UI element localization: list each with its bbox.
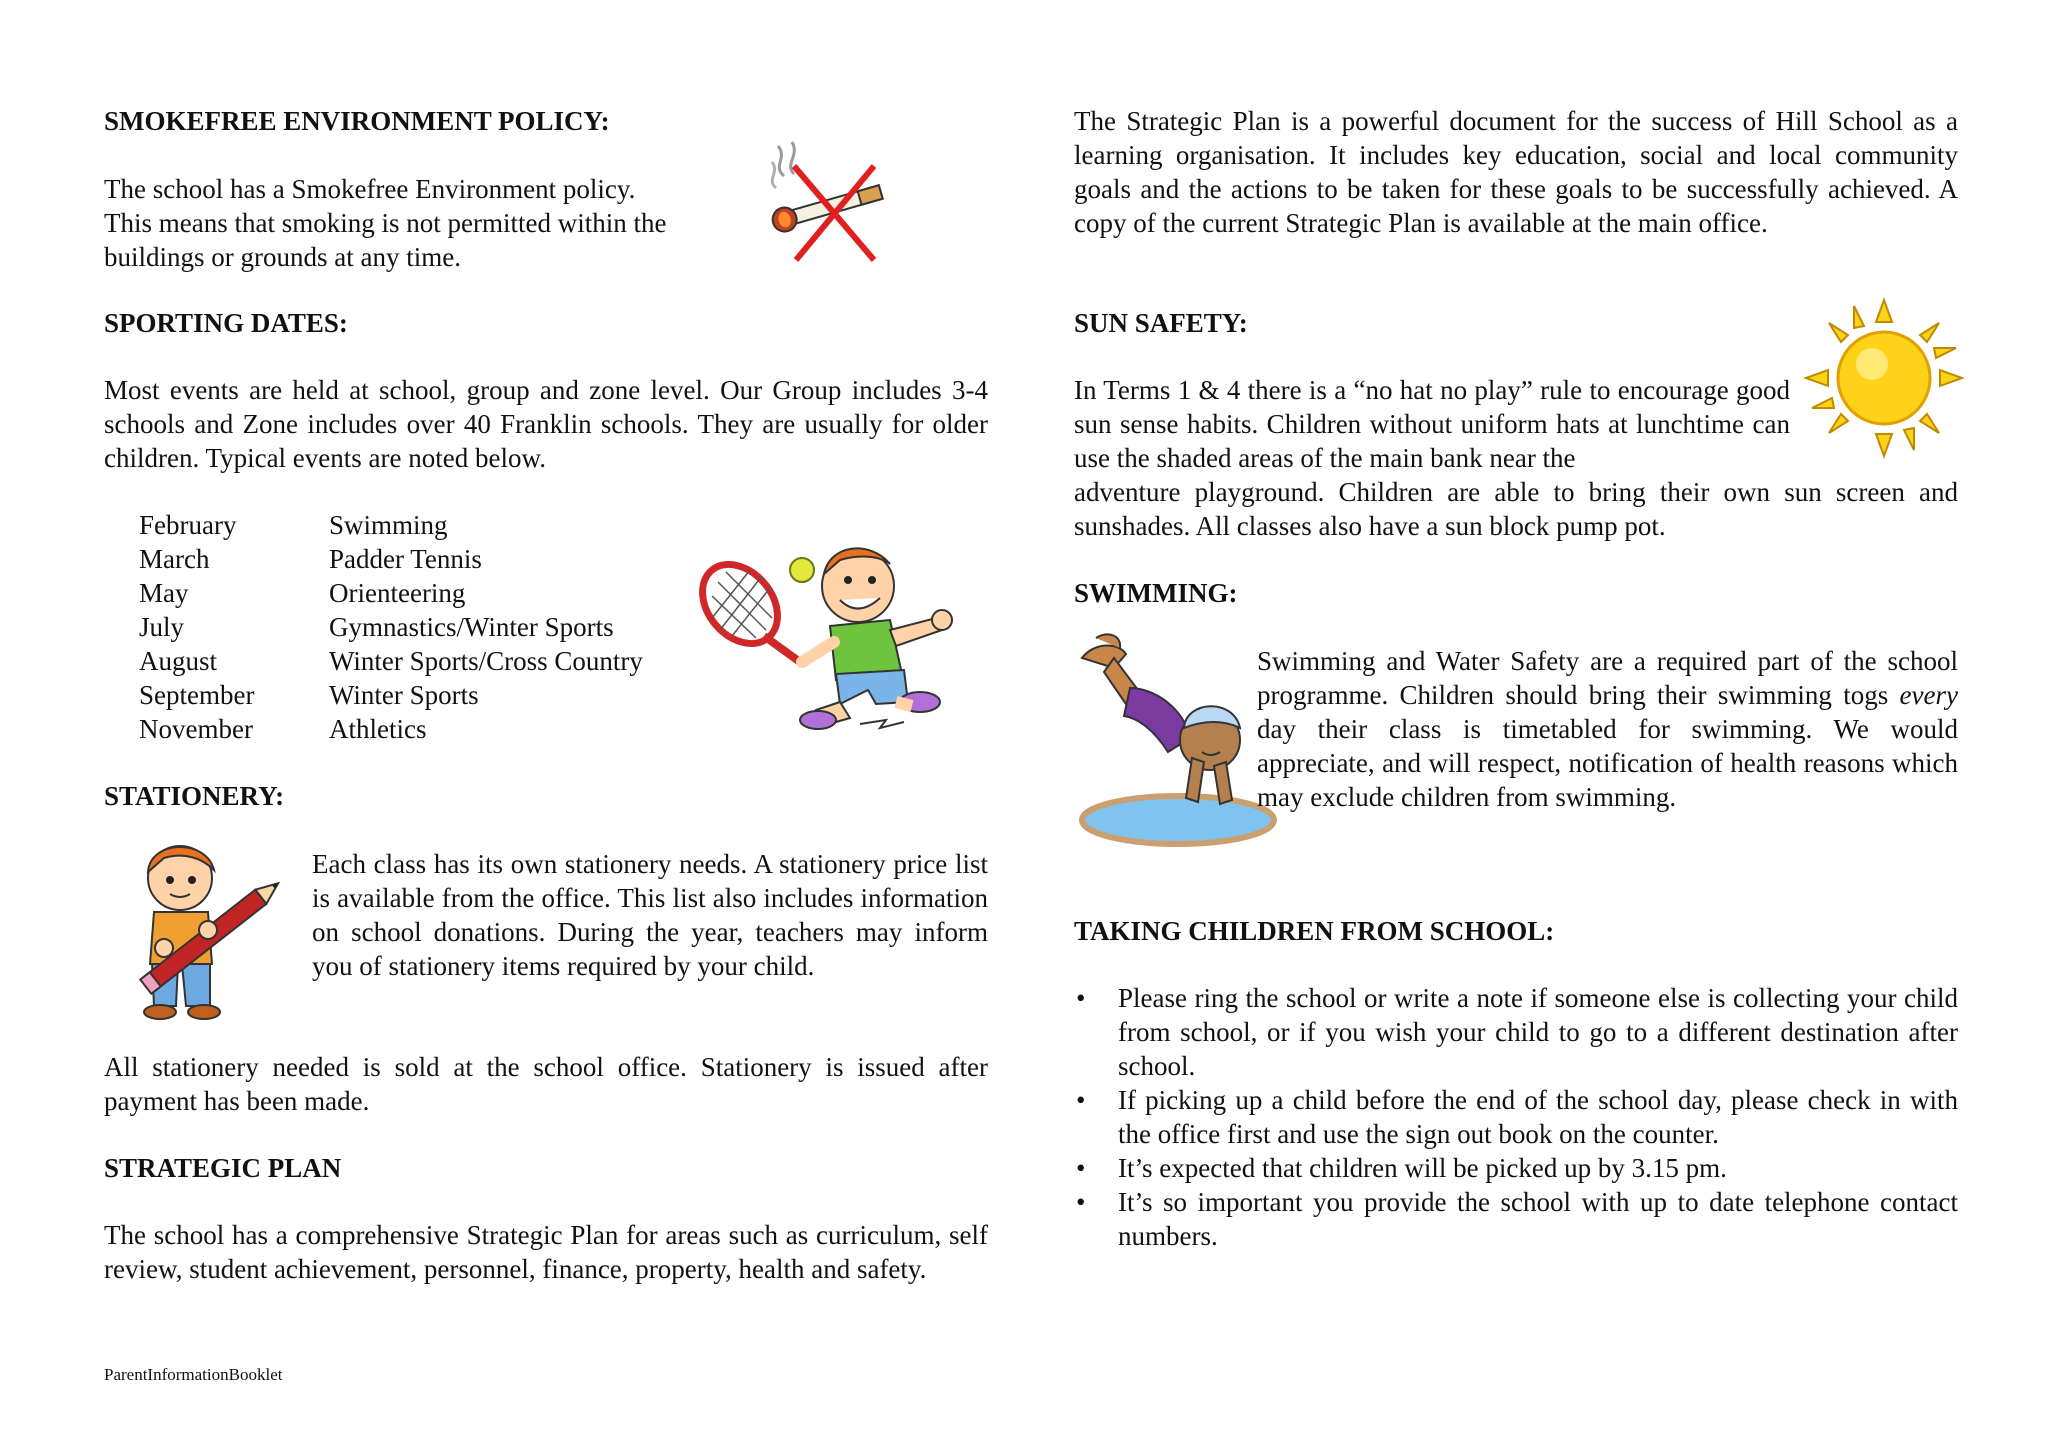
list-item bbox=[1074, 1083, 1958, 1151]
smokefree-line-1: The school has a Smokefree Environment policy. bbox=[104, 174, 636, 204]
event-row bbox=[139, 508, 689, 542]
swimming-text bbox=[1257, 644, 1958, 814]
sun-icon bbox=[1804, 298, 1964, 458]
sporting-heading: SPORTING DATES: bbox=[104, 308, 348, 338]
event-month: May bbox=[139, 578, 189, 608]
smokefree-line-3: buildings or grounds at any time. bbox=[104, 242, 461, 272]
event-sport: Winter Sports/Cross Country bbox=[329, 646, 643, 676]
event-row bbox=[139, 576, 689, 610]
event-sport: Athletics bbox=[329, 714, 427, 744]
event-month: July bbox=[139, 612, 185, 642]
swimming-heading: SWIMMING: bbox=[1074, 578, 1238, 608]
sun-safety-text-wide: adventure playground. Children are able to bring their own sun screen and sunshades. All classes also have a sun block pump pot. bbox=[1074, 477, 1958, 541]
swimming-text-emphasis: every bbox=[1899, 680, 1958, 710]
pencil-boy-illustration bbox=[124, 836, 294, 1020]
event-sport: Gymnastics/Winter Sports bbox=[329, 612, 614, 642]
event-month: September bbox=[139, 680, 255, 710]
sun-safety-heading: SUN SAFETY: bbox=[1074, 308, 1248, 338]
event-row bbox=[139, 542, 689, 576]
sun-safety-text-narrow: In Terms 1 & 4 there is a “no hat no play” rule to encourage good sun sense habits. Children without uniform hats at lunchtime can use the shaded areas of the main bank near the bbox=[1074, 375, 1790, 473]
stationery-text-2: All stationery needed is sold at the school office. Stationery is issued after payment has been made. bbox=[104, 1052, 988, 1116]
bullet-icon: • bbox=[1076, 1187, 1086, 1217]
event-sport: Orienteering bbox=[329, 578, 466, 608]
event-sport: Padder Tennis bbox=[329, 544, 482, 574]
list-item bbox=[1074, 1185, 1958, 1253]
swimmer-illustration bbox=[1074, 628, 1274, 850]
strategic-plan-text: The school has a comprehensive Strategic Plan for areas such as curriculum, self review, student achievement, personnel, finance, property, health and safety. bbox=[104, 1220, 988, 1284]
left-column bbox=[104, 0, 988, 1448]
sporting-events-list bbox=[139, 508, 689, 746]
stationery-heading: STATIONERY: bbox=[104, 781, 285, 811]
event-sport: Winter Sports bbox=[329, 680, 479, 710]
strategic-plan-continued: The Strategic Plan is a powerful document for the success of Hill School as a learning organisation. It includes key education, social and local community goals and the actions to be taken for these goals to be successfully achieved. A copy of the current Strategic Plan is available at the main office. bbox=[1074, 106, 1958, 238]
sporting-intro: Most events are held at school, group and zone level. Our Group includes 3-4 schools and Zone includes over 40 Franklin schools. They are usually for older children. Typical events are noted below. bbox=[104, 375, 988, 473]
no-smoking-icon bbox=[754, 136, 904, 266]
list-item-text: If picking up a child before the end of the school day, please check in with the office first and use the sign out book on the counter. bbox=[1118, 1085, 1958, 1149]
taking-children-heading: TAKING CHILDREN FROM SCHOOL: bbox=[1074, 916, 1555, 946]
smokefree-heading: SMOKEFREE ENVIRONMENT POLICY: bbox=[104, 106, 610, 136]
event-row bbox=[139, 712, 689, 746]
smokefree-text bbox=[104, 172, 744, 274]
event-row bbox=[139, 610, 689, 644]
bullet-icon: • bbox=[1076, 983, 1086, 1013]
strategic-plan-heading: STRATEGIC PLAN bbox=[104, 1153, 342, 1183]
list-item-text: Please ring the school or write a note if someone else is collecting your child from school, or if you wish your child to go to a different destination after school. bbox=[1118, 983, 1958, 1081]
list-item-text: It’s so important you provide the school with up to date telephone contact numbers. bbox=[1118, 1187, 1958, 1251]
tennis-player-illustration bbox=[690, 534, 970, 734]
bullet-icon: • bbox=[1076, 1153, 1086, 1183]
event-month: February bbox=[139, 510, 237, 540]
event-month: November bbox=[139, 714, 253, 744]
event-sport: Swimming bbox=[329, 510, 448, 540]
right-column bbox=[1074, 0, 1958, 1448]
event-row bbox=[139, 678, 689, 712]
bullet-icon: • bbox=[1076, 1085, 1086, 1115]
footer-label: ParentInformationBooklet bbox=[104, 1365, 283, 1384]
stationery-text-1: Each class has its own stationery needs. A stationery price list is available from the office. This list also includes information on school donations. During the year, teachers may inform you of stationery items required by your child. bbox=[312, 849, 988, 981]
event-month: August bbox=[139, 646, 218, 676]
event-row bbox=[139, 644, 689, 678]
list-item bbox=[1074, 981, 1958, 1083]
swimming-text-a: Swimming and Water Safety are a required part of the school programme. Children should bring their swimming togs bbox=[1257, 646, 1958, 710]
smokefree-line-2: This means that smoking is not permitted within the bbox=[104, 208, 667, 238]
swimming-text-b: day their class is timetabled for swimming. We would appreciate, and will respect, notification of health reasons which may exclude children from swimming. bbox=[1257, 714, 1958, 812]
taking-children-list bbox=[1074, 981, 1958, 1253]
list-item-text: It’s expected that children will be picked up by 3.15 pm. bbox=[1118, 1153, 1727, 1183]
list-item bbox=[1074, 1151, 1958, 1185]
event-month: March bbox=[139, 544, 210, 574]
